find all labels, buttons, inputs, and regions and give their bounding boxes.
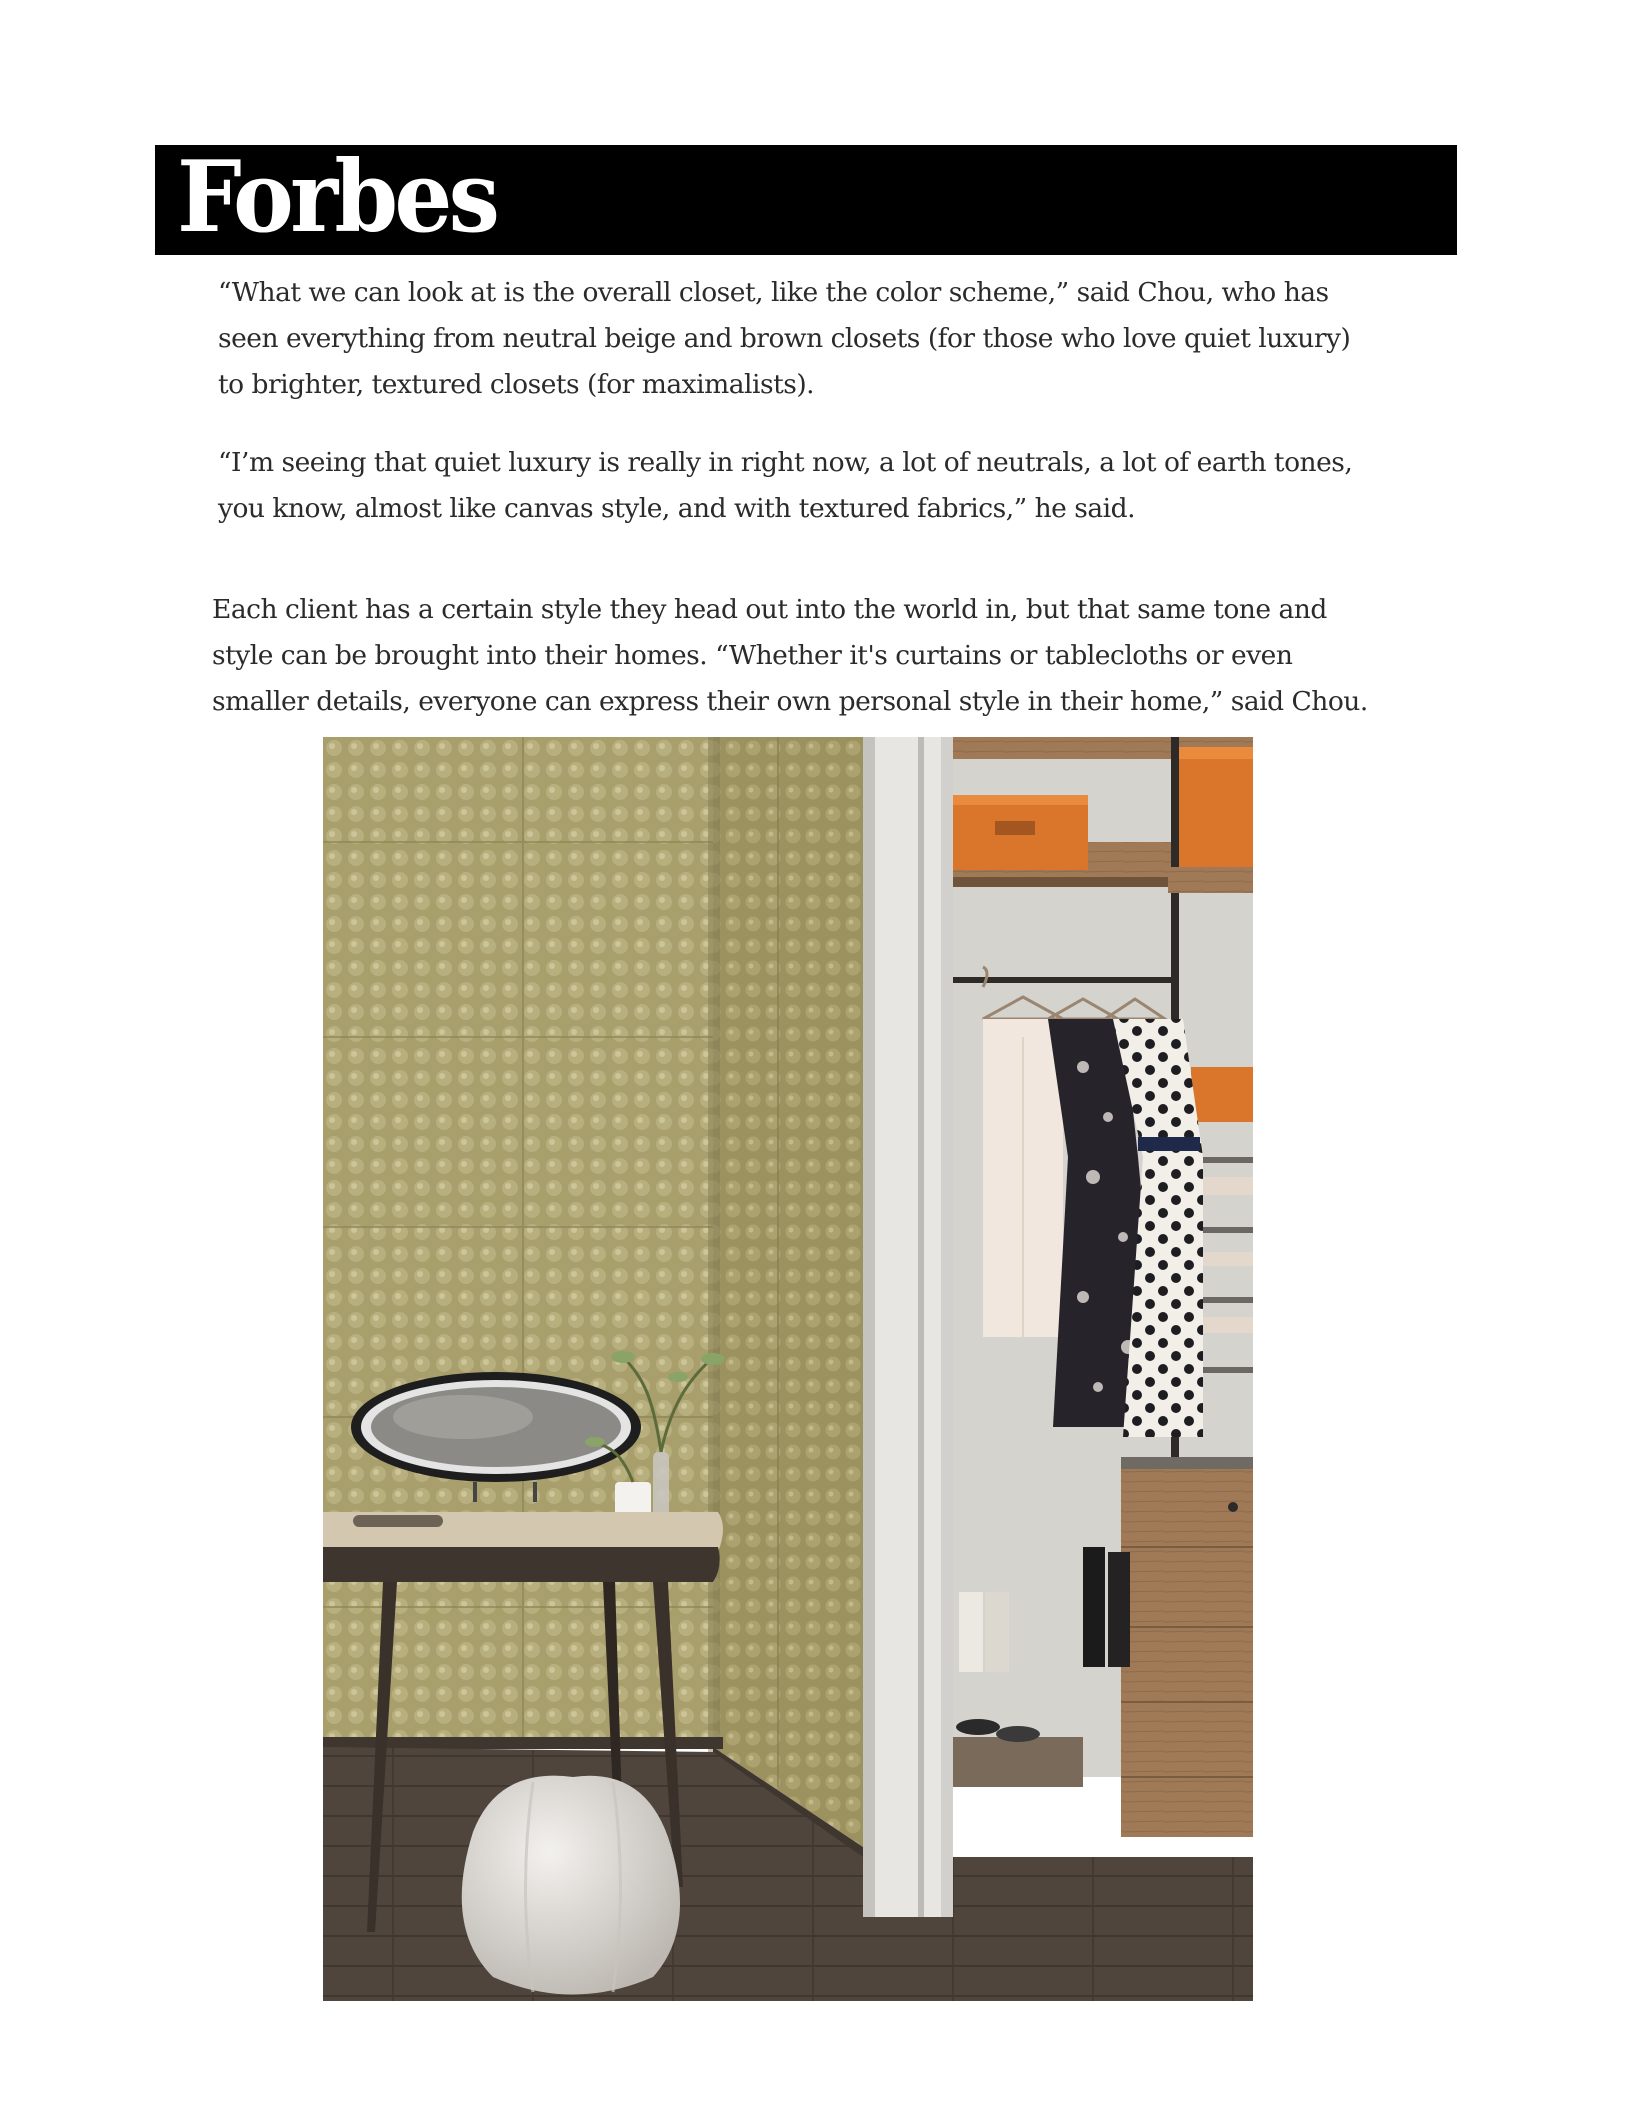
article-paragraph-1 [218,270,1458,408]
forbes-logo[interactable]: Forbes [177,140,497,255]
paragraph-line: style can be brought into their homes. “Whether it's curtains or tablecloths or even [212,640,1293,671]
paragraph-line: “What we can look at is the overall closet, like the color scheme,” said Chou, who has [218,277,1329,308]
closet-door-frame [863,737,953,1917]
paragraph-line: Each client has a certain style they head out into the world in, but that same tone and [212,594,1327,625]
paragraph-line: seen everything from neutral beige and brown closets (for those who love quiet luxury) [218,323,1351,354]
paragraph-line: smaller details, everyone can express their own personal style in their home,” said Chou. [212,686,1368,717]
storage-box [1175,747,1253,877]
article-paragraph-2 [218,440,1458,532]
textured-side-wall [713,737,863,1847]
white-boot [959,1592,983,1672]
closet-illustration [323,737,1253,2001]
closet-drawers [1121,1457,1253,1837]
paragraph-line: “I’m seeing that quiet luxury is really in right now, a lot of neutrals, a lot of earth tones, [218,447,1353,478]
masthead [155,140,1457,255]
boucle-pouf [462,1776,680,1995]
closet-photo [323,737,1253,2001]
storage-box [1191,1067,1253,1122]
paragraph-line: to brighter, textured closets (for maximalists). [218,369,815,400]
article-paragraph-3 [212,587,1452,725]
paragraph-line: you know, almost like canvas style, and with textured fabrics,” he said. [218,493,1136,524]
black-boot [1083,1547,1105,1667]
